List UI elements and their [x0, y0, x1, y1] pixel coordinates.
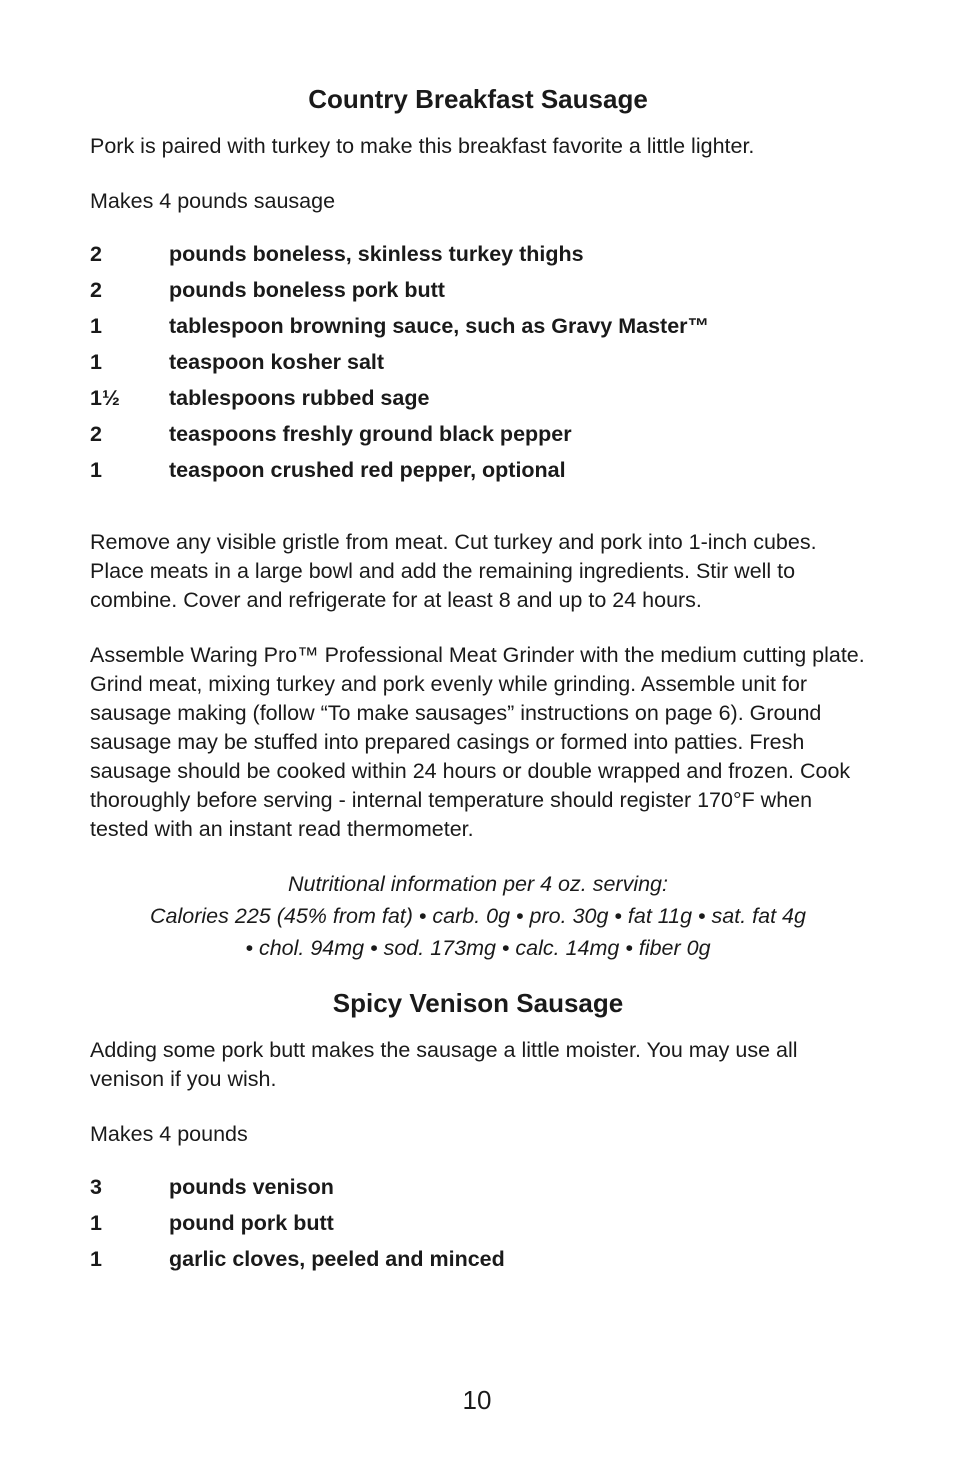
nutrition-heading: Nutritional information per 4 oz. serving:	[287, 872, 668, 896]
ingredient-desc: pounds boneless pork butt	[169, 278, 445, 302]
recipe-intro: Adding some pork butt makes the sausage a little moister. You may use all venison if you wish.	[90, 1038, 798, 1091]
ingredient-item	[90, 1241, 866, 1277]
ingredient-desc: teaspoon kosher salt	[169, 350, 385, 374]
ingredient-qty: 1	[90, 314, 102, 338]
recipe-intro: Pork is paired with turkey to make this breakfast favorite a little lighter.	[90, 134, 755, 158]
ingredient-desc: pounds venison	[169, 1175, 334, 1199]
method-step-1: Remove any visible gristle from meat. Cut turkey and pork into 1-inch cubes. Place meats in a large bowl and add the remaining ingredients. Stir well to combine. Cover and refrigerate for at least 8 and up to 24 hours.	[90, 530, 817, 612]
ingredient-desc: garlic cloves, peeled and minced	[169, 1247, 505, 1271]
ingredient-qty: 2	[90, 278, 102, 302]
ingredient-item	[90, 380, 866, 416]
recipe-title: Country Breakfast Sausage	[308, 84, 648, 114]
ingredient-item	[90, 236, 866, 272]
ingredient-list	[90, 1169, 866, 1277]
nutrition-line: Calories 225 (45% from fat) • carb. 0g • pro. 30g • fat 11g • sat. fat 4g	[150, 904, 806, 928]
ingredient-qty: 2	[90, 242, 102, 266]
ingredient-desc: pounds boneless, skinless turkey thighs	[169, 242, 584, 266]
ingredient-desc: pound pork butt	[169, 1211, 334, 1235]
ingredient-qty: 1	[90, 350, 102, 374]
ingredient-item	[90, 452, 866, 488]
ingredient-qty: 2	[90, 422, 102, 446]
recipe-page	[90, 80, 866, 1277]
ingredient-qty: 1	[90, 1211, 102, 1235]
recipe-yield: Makes 4 pounds	[90, 1122, 248, 1146]
recipe-title: Spicy Venison Sausage	[332, 988, 624, 1018]
ingredient-qty: 1½	[90, 386, 120, 410]
ingredient-item	[90, 308, 866, 344]
ingredient-desc: tablespoons rubbed sage	[169, 386, 430, 410]
page-number: 10	[462, 1385, 492, 1415]
nutrition-info	[90, 868, 866, 964]
ingredient-desc: tablespoon browning sauce, such as Gravy Master™	[169, 314, 710, 338]
ingredient-item	[90, 1169, 866, 1205]
method-step-2: Assemble Waring Pro™ Professional Meat Grinder with the medium cutting plate. Grind meat, mixing turkey and pork evenly while grinding. Assemble unit for sausage making (follow “To make sausages” instructions on page 6). Ground sausage may be stuffed into prepared casings or formed into patties. Fresh sausage should be cooked within 24 hours or double wrapped and frozen. Cook thoroughly before serving - internal temperature should register 170°F when tested with an instant read thermometer.	[90, 643, 865, 841]
ingredient-item	[90, 272, 866, 308]
ingredient-list	[90, 236, 866, 488]
ingredient-item	[90, 1205, 866, 1241]
ingredient-desc: teaspoons freshly ground black pepper	[169, 422, 572, 446]
ingredient-qty: 3	[90, 1175, 102, 1199]
ingredient-desc: teaspoon crushed red pepper, optional	[169, 458, 566, 482]
recipe-yield: Makes 4 pounds sausage	[90, 189, 336, 213]
nutrition-line: • chol. 94mg • sod. 173mg • calc. 14mg • fiber 0g	[245, 936, 711, 960]
ingredient-qty: 1	[90, 1247, 102, 1271]
ingredient-item	[90, 416, 866, 452]
ingredient-qty: 1	[90, 458, 102, 482]
ingredient-item	[90, 344, 866, 380]
